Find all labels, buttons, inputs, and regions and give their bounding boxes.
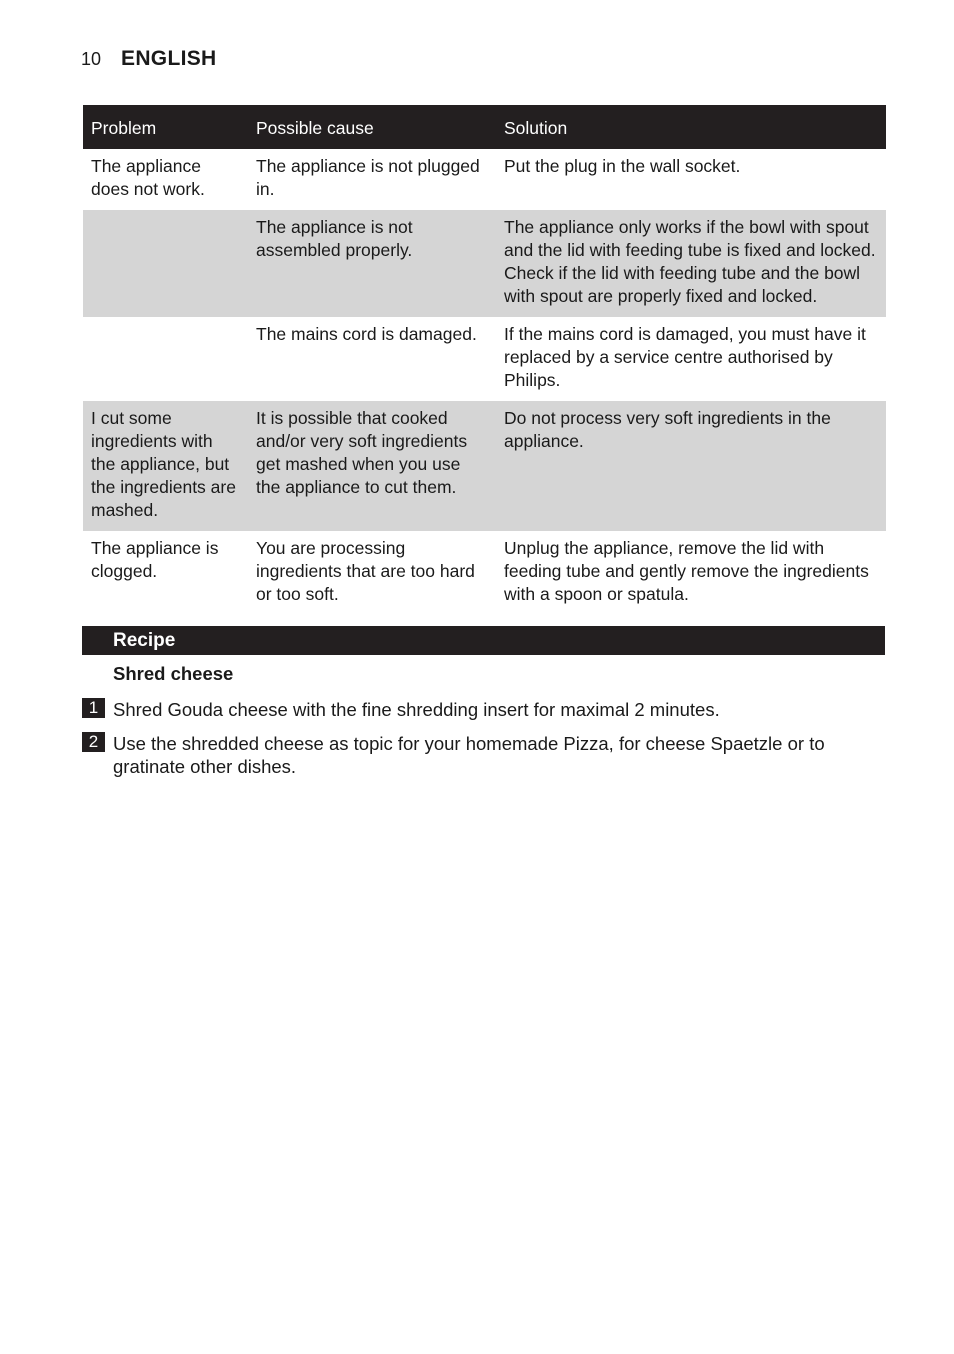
solution-cell: Unplug the appliance, remove the lid with feeding tube and gently remove the ingredients with a spoon or spatula. [504,538,869,604]
page-header [81,47,216,71]
page-number: 10 [81,49,102,69]
problem-cell: I cut some ingredients with the appliance, but the ingredients are mashed. [83,401,248,531]
solution-cell: The appliance only works if the bowl with spout and the lid with feeding tube is fixed and locked. Check if the lid with feeding tube and the bowl with spout are properly fixed and locked. [496,210,886,317]
problem-cell [83,210,248,317]
table-row [83,401,886,531]
step-text: Use the shredded cheese as topic for your homemade Pizza, for cheese Spaetzle or to gratinate other dishes. [113,733,825,777]
cause-cell: The appliance is not assembled properly. [248,210,496,317]
column-header-problem: Problem [83,105,248,149]
column-header-cause: Possible cause [248,105,496,149]
problem-cell: The appliance does not work. [91,156,205,199]
solution-cell: If the mains cord is damaged, you must have it replaced by a service centre authorised by Philips. [504,324,866,390]
troubleshooting-table [83,105,886,615]
problem-cell [83,317,248,401]
table-row [83,531,886,615]
problem-cell: The appliance is clogged. [91,538,219,581]
solution-cell: Put the plug in the wall socket. [504,156,741,176]
table-header-row [83,105,886,149]
table-row [83,149,886,210]
recipe-section-heading: Recipe [82,626,885,655]
step-number-badge: 2 [82,732,105,752]
solution-cell: Do not process very soft ingredients in the appliance. [496,401,886,531]
cause-cell: The mains cord is damaged. [256,324,477,344]
table-row [83,210,886,317]
table-row [83,317,886,401]
cause-cell: It is possible that cooked and/or very soft ingredients get mashed when you use the appliance to cut them. [248,401,496,531]
cause-cell: The appliance is not plugged in. [256,156,480,199]
step-text: Shred Gouda cheese with the fine shredding insert for maximal 2 minutes. [113,699,720,720]
column-header-solution: Solution [496,105,886,149]
cause-cell: You are processing ingredients that are too hard or too soft. [256,538,475,604]
step-number-badge: 1 [82,698,105,718]
page-language: ENGLISH [121,47,217,70]
recipe-step [82,732,862,778]
recipe-step [82,698,862,721]
recipe-subtitle: Shred cheese [113,663,234,684]
